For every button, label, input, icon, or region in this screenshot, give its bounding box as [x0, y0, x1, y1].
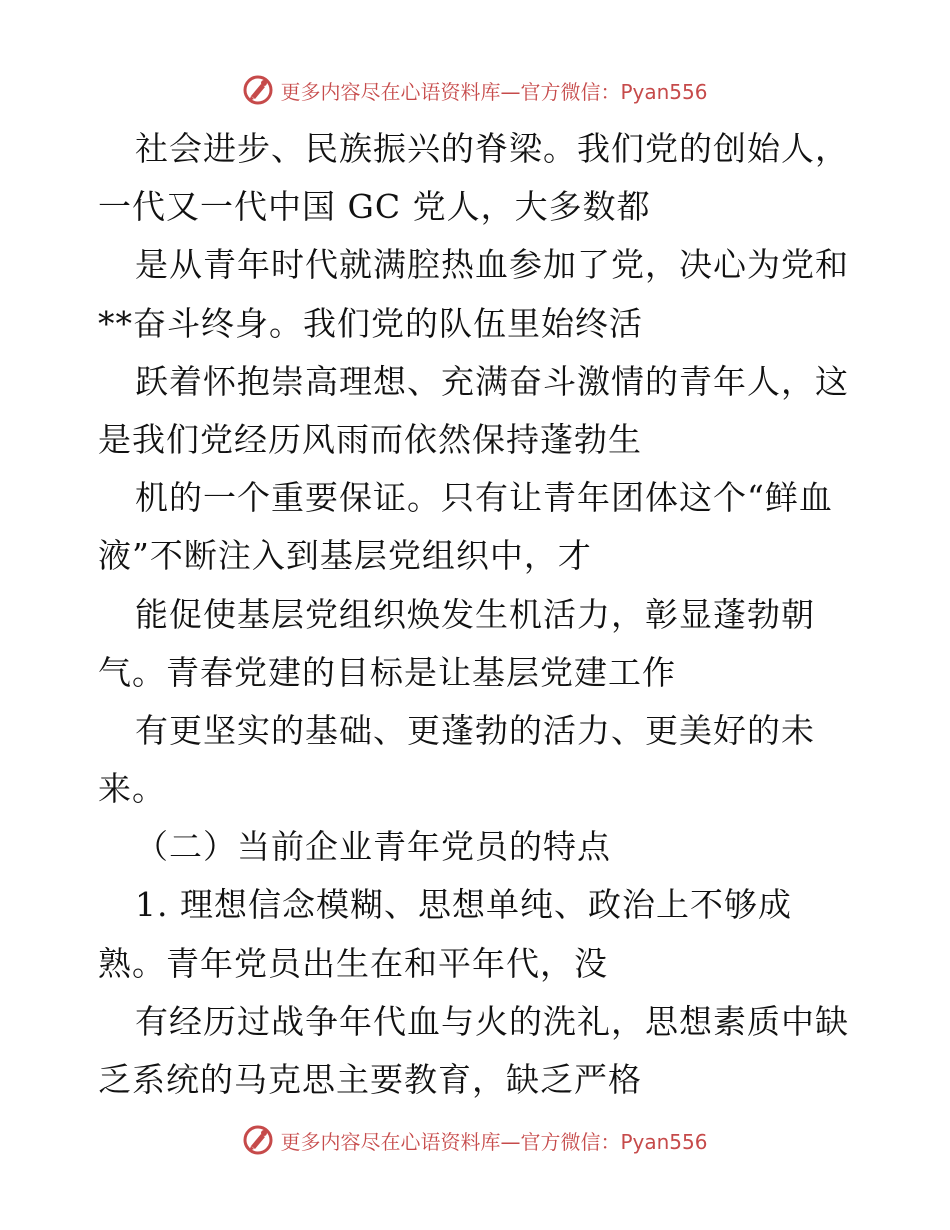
- text-line: 熟。青年党员出生在和平年代，没: [98, 943, 608, 983]
- document-body: [98, 124, 858, 1113]
- text-line: 乏系统的马克思主要教育，缺乏严格: [98, 1060, 642, 1099]
- text-line: 有更坚实的基础、更蓬勃的活力、更美好的未: [135, 710, 815, 750]
- text-line: 1. 理想信念模糊、思想单纯、政治上不够成: [135, 885, 792, 925]
- text-line: **奋斗终身。我们党的队伍里始终活: [98, 303, 643, 343]
- text-line: 跃着怀抱崇高理想、充满奋斗激情的青年人，这: [135, 361, 849, 401]
- text-line: 一代又一代中国 GC 党人，大多数都: [98, 187, 651, 227]
- pen-logo-icon: [242, 1124, 274, 1156]
- text-line: 来。: [98, 769, 166, 809]
- text-line: 液”不断注入到基层党组织中，才: [98, 536, 592, 576]
- text-line: 有经历过战争年代血与火的洗礼，思想素质中缺: [135, 1001, 849, 1041]
- text-line: 社会进步、民族振兴的脊梁。我们党的创始人，: [135, 129, 849, 168]
- header-watermark: [0, 70, 950, 110]
- watermark-text: 更多内容尽在心语资料库—官方微信：Pyan556: [280, 1129, 708, 1154]
- text-line: 机的一个重要保证。只有让青年团体这个“鲜血: [135, 478, 833, 518]
- pen-logo-icon: [242, 74, 274, 106]
- text-line: 气。青春党建的目标是让基层党建工作: [98, 652, 676, 692]
- text-line: 是从青年时代就满腔热血参加了党，决心为党和: [135, 245, 849, 285]
- text-line: （二）当前企业青年党员的特点: [135, 827, 611, 867]
- watermark-text: 更多内容尽在心语资料库—官方微信：Pyan556: [280, 79, 708, 104]
- footer-watermark: [0, 1120, 950, 1160]
- text-line: 是我们党经历风雨而依然保持蓬勃生: [98, 419, 642, 459]
- text-line: 能促使基层党组织焕发生机活力，彰显蓬勃朝: [135, 594, 815, 634]
